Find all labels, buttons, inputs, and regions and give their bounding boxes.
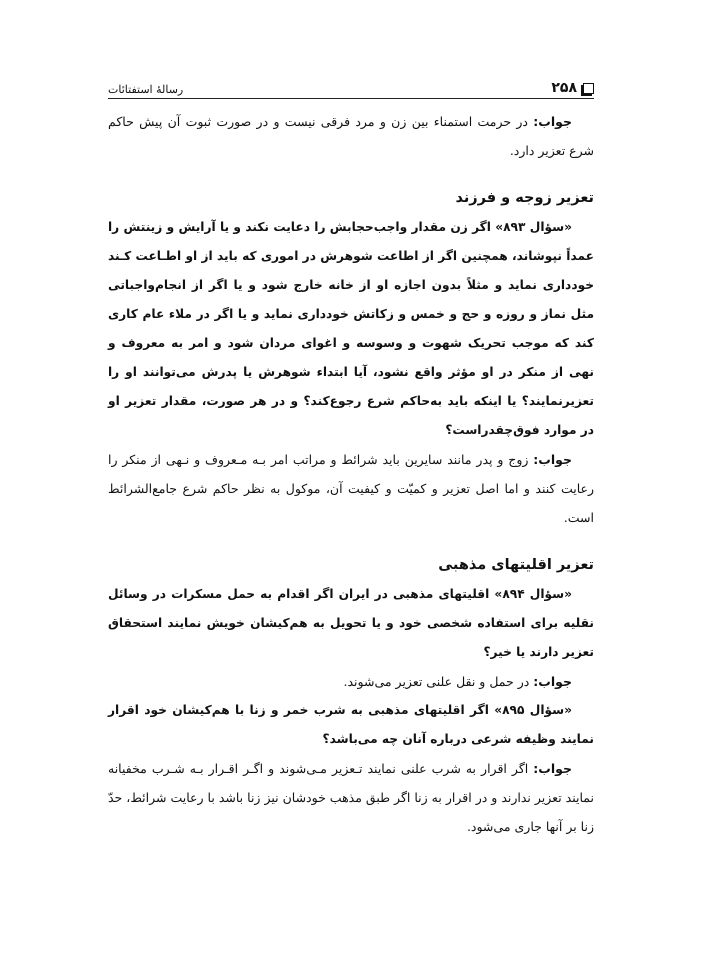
question-paragraph: «سؤال ۸۹۳» اگر زن مقدار واجب‌حجابش را دعایت نکند و یا آرایش و زینتش را عمداً نپوشاند، همچنین اگر از اطاعت شوهرش در اموری که باید از او اطـاعت کـند خودداری نماید و مثلاً بدون اجازه او از خانه خارج شود و یا اگر از انجام‌واجباتی مثل نماز و روزه و حج و خمس و زکاتش خودداری نماید و یا اگر در ملاء عام کاری کند که موجب تحریک شهوت و وسوسه و اغوای مردان شود و امر به معروف و نهی از منکر در او مؤثر واقع نشود، آیا ابتداء شوهرش یا پدرش می‌توانند او را تعزیرنمایند؟ یا اینکه باید به‌حاکم شرع رجوع‌کند؟ و در هر صورت، مقدار تعزیر او در موارد فوق‌چقدراست؟: [108, 220, 594, 437]
book-page: [108, 70, 594, 841]
answer-text: زوج و پدر مانند سایرین باید شرائط و مراتب امر بـه مـعروف و نـهی از منکر را رعایت کنند و اما اصل تعزیر و کمیّت و کیفیت آن، موکول به نظر حاکم شرع جامع‌الشرائط است.: [108, 452, 594, 525]
answer-text: در حرمت استمناء بین زن و مرد فرقی نیست و در صورت ثبوت آن پیش حاکم شرع تعزیر دارد.: [108, 114, 594, 158]
answer-paragraph: [108, 754, 594, 841]
section-heading: تعزیر اقلیتهای مذهبی: [438, 557, 594, 573]
page-number-group: [551, 80, 594, 96]
answer-label: جواب:: [533, 114, 572, 129]
answer-label: جواب:: [533, 674, 572, 689]
answer-label: جواب:: [533, 452, 572, 467]
section-heading: تعزیر زوجه و فرزند: [455, 190, 594, 206]
answer-paragraph: [108, 667, 594, 696]
question-paragraph: «سؤال ۸۹۵» اگر اقلیتهای مذهبی به شرب خمر و زنا با هم‌کیشان خود اقرار نمایند وظیفه شرعی درباره آنان چه می‌باشد؟: [108, 703, 594, 746]
running-title: رسالهٔ استفتائات: [108, 83, 184, 96]
answer-paragraph: [108, 107, 594, 165]
answer-text: اگر اقرار به شرب علنی نمایند تـعزیر مـی‌شوند و اگـر اقـرار بـه شـرب مخفیانه نمایند تعزیر ندارند و در اقرار به زنا اگر طبق مذهب خودشان نیز زنا باشد با رعایت شرائط، حدّ زنا بر آنها جاری می‌شود.: [108, 761, 594, 834]
question-paragraph: «سؤال ۸۹۴» اقلیتهای مذهبی در ایران اگر اقدام به حمل مسکرات در وسائل نقلیه برای استفاده شخصی خود و یا تحویل به هم‌کیشان خویش نمایند استحقاق تعزیر دارند یا خیر؟: [108, 587, 594, 659]
answer-text: در حمل و نقل علنی تعزیر می‌شوند.: [343, 674, 534, 689]
answer-paragraph: [108, 445, 594, 532]
page-number: ۲۵۸: [551, 80, 577, 96]
square-bullet-icon: [583, 83, 594, 94]
answer-label: جواب:: [533, 761, 572, 776]
page-header: [108, 70, 594, 99]
